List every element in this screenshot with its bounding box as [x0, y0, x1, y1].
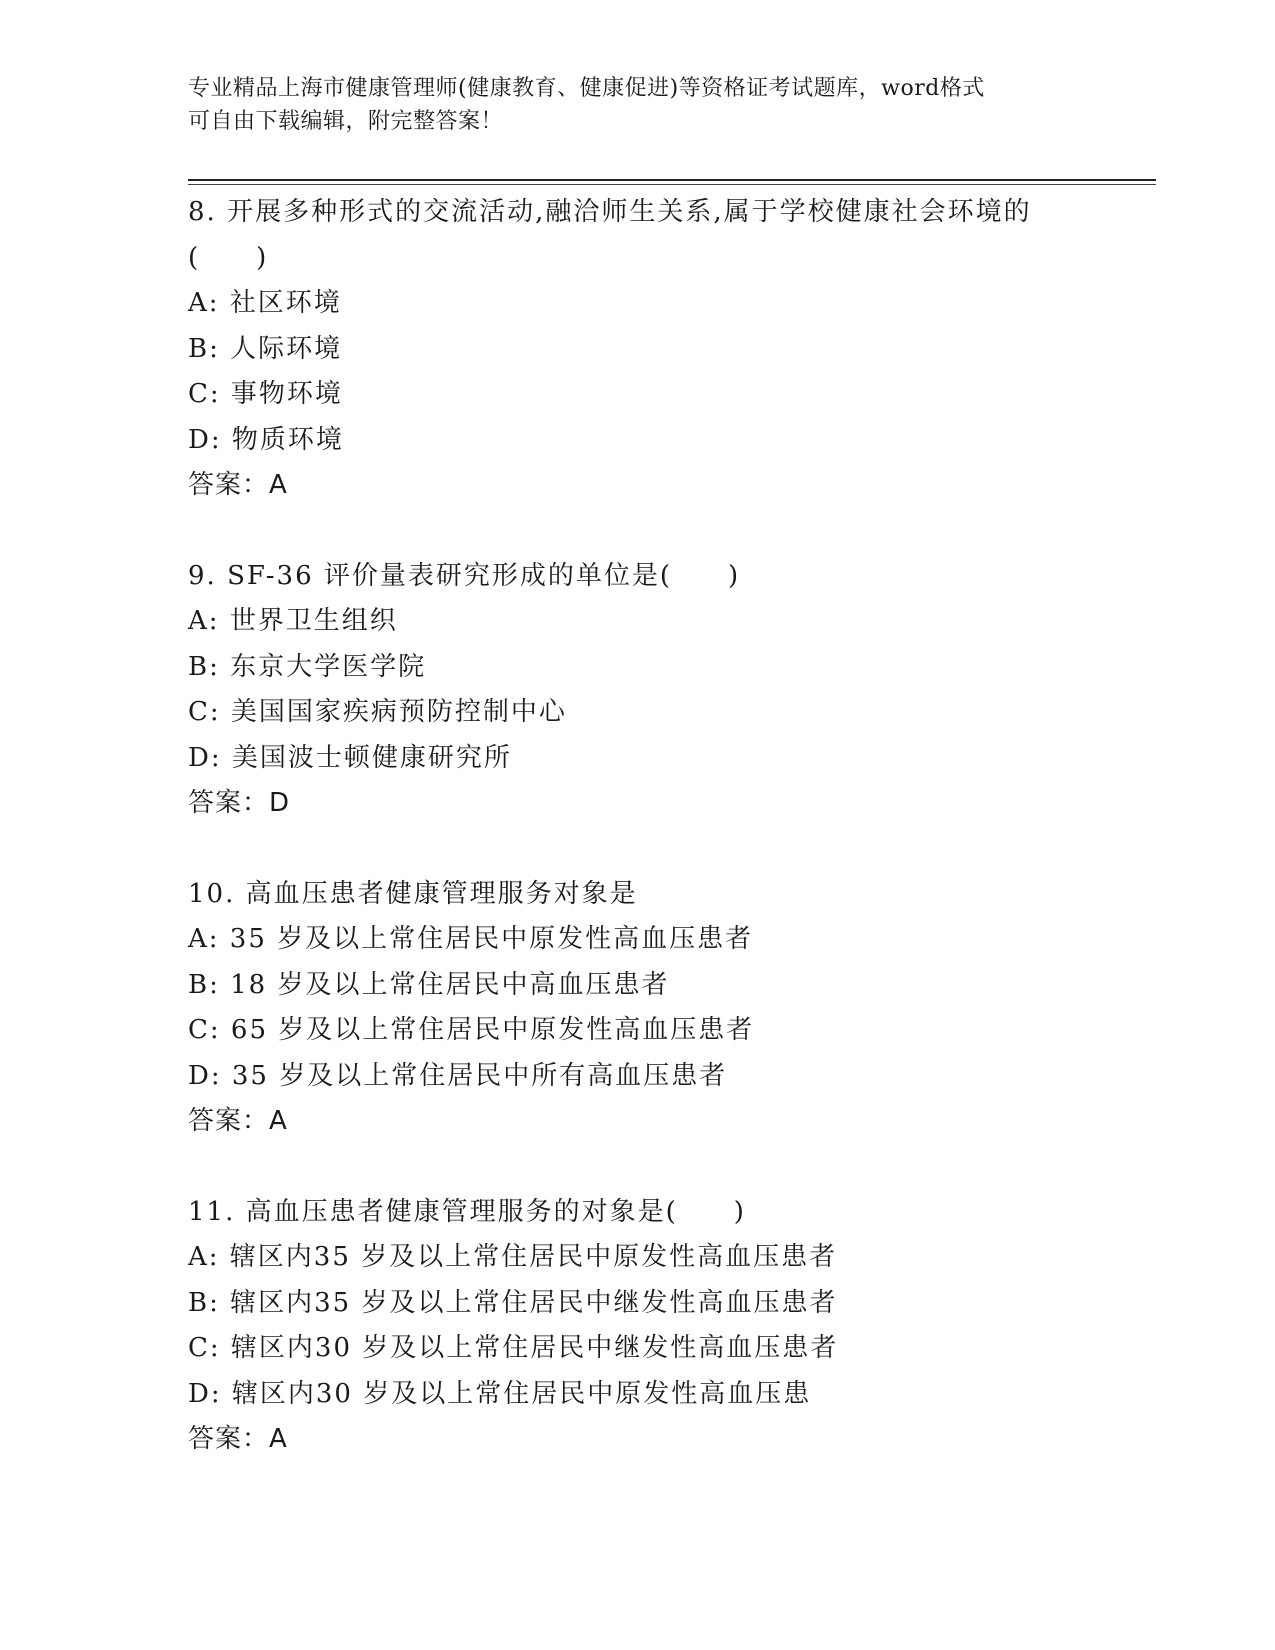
option-d: D: 35 岁及以上常住居民中所有高血压患者	[188, 1060, 728, 1091]
option-d: D: 美国波士顿健康研究所	[188, 742, 512, 773]
question-list	[188, 190, 1148, 1463]
option-a: A: 社区环境	[188, 288, 342, 318]
document-header	[188, 72, 1088, 138]
option-c: C: 事物环境	[188, 379, 343, 409]
option-a: A: 世界卫生组织	[188, 606, 398, 636]
answer: 答案：A	[188, 1424, 288, 1454]
option-a: A: 35 岁及以上常住居民中原发性高血压患者	[188, 924, 754, 954]
header-line-1: 专业精品上海市健康管理师(健康教育、健康促进)等资格证考试题库，word格式	[188, 76, 985, 101]
option-c: C: 65 岁及以上常住居民中原发性高血压患者	[188, 1015, 755, 1045]
question-stem: 10. 高血压患者健康管理服务对象是	[188, 878, 638, 909]
option-b: B: 东京大学医学院	[188, 651, 427, 682]
answer: 答案：A	[188, 470, 288, 500]
question-stem: 9. SF-36 评价量表研究形成的单位是( )	[188, 560, 741, 591]
answer: 答案：D	[188, 788, 291, 818]
question-9	[188, 554, 1148, 827]
option-c: C: 美国国家疾病预防控制中心	[188, 697, 567, 727]
option-a: A: 辖区内35 岁及以上常住居民中原发性高血压患者	[188, 1242, 838, 1272]
question-11	[188, 1190, 1148, 1463]
option-c: C: 辖区内30 岁及以上常住居民中继发性高血压患者	[188, 1333, 839, 1363]
option-b: B: 辖区内35 岁及以上常住居民中继发性高血压患者	[188, 1287, 838, 1318]
question-10	[188, 872, 1148, 1145]
header-divider-thick	[188, 179, 1156, 181]
question-8	[188, 190, 1148, 509]
answer: 答案：A	[188, 1106, 288, 1136]
option-d: D: 物质环境	[188, 424, 344, 455]
question-stem: 8. 开展多种形式的交流活动,融洽师生关系,属于学校健康社会环境的	[188, 197, 1032, 227]
header-divider-thin	[188, 184, 1156, 185]
option-d: D: 辖区内30 岁及以上常住居民中原发性高血压患	[188, 1378, 812, 1409]
question-stem-continued: ( )	[188, 242, 269, 273]
question-stem: 11. 高血压患者健康管理服务的对象是( )	[188, 1196, 746, 1227]
option-b: B: 18 岁及以上常住居民中高血压患者	[188, 969, 670, 1000]
option-b: B: 人际环境	[188, 333, 343, 364]
header-line-2: 可自由下载编辑，附完整答案！	[188, 109, 504, 134]
